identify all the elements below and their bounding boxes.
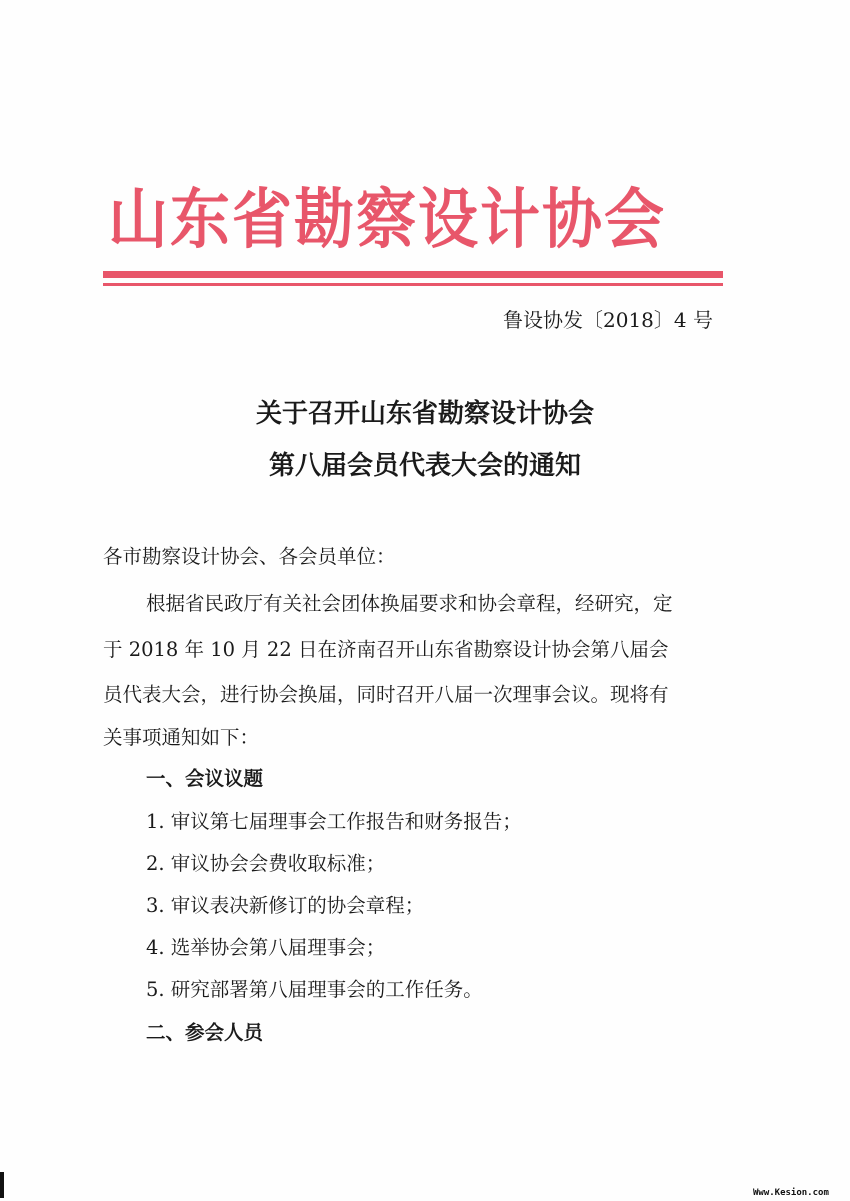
document-number: 鲁设协发〔2018〕4 号 bbox=[503, 308, 713, 332]
agenda-item: 1. 审议第七届理事会工作报告和财务报告； bbox=[146, 810, 522, 833]
salutation: 各市勘察设计协会、各会员单位： bbox=[103, 545, 396, 568]
paragraph-line: 于 2018 年 10 月 22 日在济南召开山东省勘察设计协会第八届会 bbox=[103, 638, 669, 661]
paragraph-line: 员代表大会，进行协会换届，同时召开八届一次理事会议。现将有 bbox=[103, 683, 669, 706]
paragraph-line: 根据省民政厅有关社会团体换届要求和协会章程，经研究，定 bbox=[146, 592, 673, 615]
letterhead-rule-thin bbox=[103, 283, 723, 286]
section-heading-agenda: 一、会议议题 bbox=[146, 767, 264, 790]
section-heading-attendees: 二、参会人员 bbox=[146, 1021, 264, 1044]
agenda-item: 2. 审议协会会费收取标准； bbox=[146, 852, 386, 875]
document-title-line-2: 第八届会员代表大会的通知 bbox=[268, 451, 581, 481]
agenda-item: 4. 选举协会第八届理事会； bbox=[146, 936, 386, 959]
document-title-line-1: 关于召开山东省勘察设计协会 bbox=[255, 399, 594, 429]
agenda-item: 3. 审议表决新修订的协会章程； bbox=[146, 894, 425, 917]
scan-edge-mark bbox=[0, 1172, 4, 1198]
agenda-item: 5. 研究部署第八届理事会的工作任务。 bbox=[146, 978, 483, 1001]
letterhead-rule-thick bbox=[103, 271, 723, 278]
paragraph-line: 关事项通知如下： bbox=[103, 726, 260, 749]
organization-letterhead: 山东省勘察设计协会 bbox=[108, 182, 666, 258]
watermark: Www.Kesion.com bbox=[753, 1188, 829, 1198]
